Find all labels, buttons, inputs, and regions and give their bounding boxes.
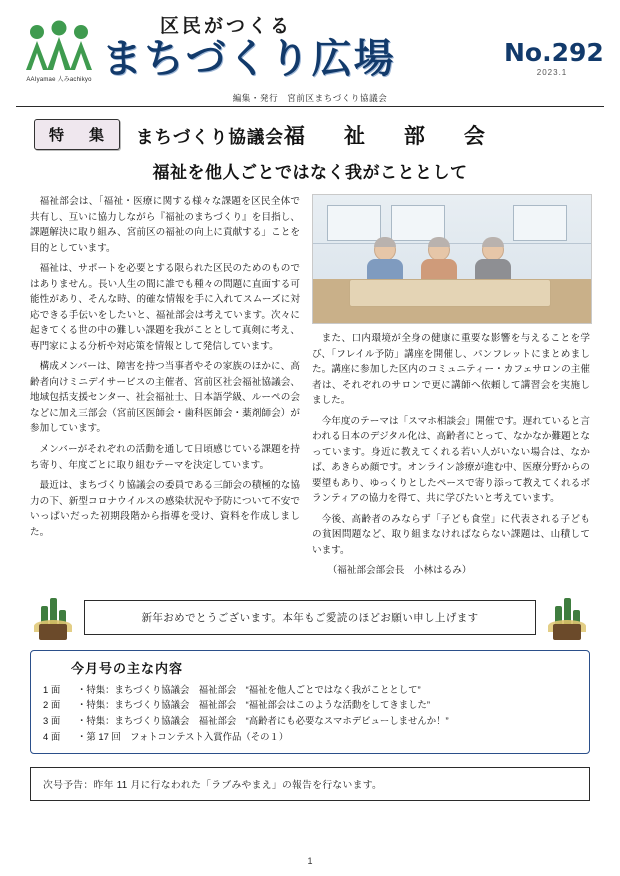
table-prop [349, 279, 551, 307]
toc-row [43, 713, 577, 729]
toc-row [43, 729, 577, 745]
toc-row [43, 697, 577, 713]
toc-row [43, 682, 577, 698]
article-photo [312, 194, 592, 324]
hair [482, 237, 504, 247]
paragraph: 最近は、まちづくり協議会の委員である三師会の積極的な協力の下、新型コロナウイルスの感染状況や予防について不安でいっぱいだった初期段階から指導を受け、資料を作成しました。 [30, 480, 300, 538]
toc-text: ・特集：まちづくり協議会 福祉部会 “福祉部会はこのような活動をしてきました” [77, 699, 431, 711]
page-number: 1 [307, 856, 313, 866]
headline-big: 福 祉 部 会 [283, 124, 494, 148]
paragraph: メンバーがそれぞれの活動を通して日頃感じている課題を持ち寄り、年度ごとに取り組むテーマを決定しています。 [30, 443, 300, 471]
feature-tag: 特 集 [34, 119, 120, 150]
title-small: 区民がつくる [160, 15, 293, 37]
paragraph: 構成メンバーは、障害を持つ当事者やその家族のほかに、高齢者向けミニデイサービスの主催者、宮前区社会福祉協議会、地域包括支援センター、社会福祉士、日本語学級、ルーペの会などに加え三部会（宮前区医師会・歯科医師会・薬剤師会）が参加しています。 [30, 361, 300, 435]
left-column [30, 194, 300, 584]
toc-page: 4 面 [43, 730, 61, 742]
toc-text: ・特集：まちづくり協議会 福祉部会 “高齢者にも必要なスマホデビューしませんか！” [77, 715, 449, 726]
toc-page: 3 面 [43, 715, 61, 726]
kadomatsu-icon-left [30, 596, 76, 640]
masthead [16, 14, 604, 107]
new-year-banner [30, 596, 590, 640]
pot [553, 624, 581, 640]
title-main: まちづくり広場 [102, 35, 396, 82]
contents-heading: 今月号の主な内容 [71, 660, 184, 676]
next-issue-box: 次号予告：昨年 11 月に行なわれた「ラブみやまえ」の報告を行ないます。 [30, 767, 590, 801]
publisher-line: 編集・発行 宮前区まちづくり協議会 [232, 93, 388, 103]
headline-lead: まちづくり協議会 [136, 126, 284, 147]
subheadline: 福祉を他人ごとではなく我がこととして [152, 163, 468, 182]
window-right [513, 205, 567, 241]
paragraph: 今年度のテーマは「スマホ相談会」開催です。遅れていると言われる日本のデジタル化は、高齢者にとって、なかなか難題となっています。身近に教えてくれる若い人がいない場合は、なかば、あきらめ顔です。オンライン診療が進む中、医療分野からの要望もあり、ゆっくりとしたペースで寄り添って教えてくれるボランティアの協力を得て、共に学びたいと考えています。 [312, 415, 590, 505]
hair [374, 237, 396, 247]
paragraph: 福祉部会は、「福祉・医療に関する様々な課題を区民全体で共有し、互いに協力しながら『福祉のまちづくり』を目指し、課題解決に取り組み、宮前区の福祉の向上に貢献する」ことを目的としています。 [30, 196, 300, 254]
headline-text [136, 120, 494, 150]
paragraph: 福祉は、サポートを必要とする限られた区民のためのものではありません。長い人生の間に誰でも種々の問題に直面する可能性があり、そんな時、的確な情報を手に入れてスムーズに対応できる手伝いをしたいと、福祉部会は考えています。次々に起きてくる世の中の難しい課題を我がこととして真剣に考え、専門家による分析や対応策を情報として発信しています。 [30, 263, 300, 352]
body-area [16, 194, 604, 584]
toc-text: ・特集：まちづくり協議会 福祉部会 “福祉を他人ごとではなく我がこととして” [77, 683, 421, 695]
issue-block [504, 38, 604, 77]
title-block [102, 14, 604, 80]
window-center [391, 205, 445, 241]
issue-date: 2023.1 [536, 68, 568, 77]
toc-text: ・第 17 回 フォトコンテスト入賞作品（その１） [77, 730, 289, 742]
article-signature: （福祉部会部会長 小林はるみ） [327, 565, 472, 577]
contents-box [30, 650, 590, 754]
toc-page: 2 面 [43, 699, 61, 711]
headline-row [16, 119, 604, 150]
paragraph: また、口内環境が全身の健康に重要な影響を与えることを学び、「フレイル予防」講座を開催し、パンフレットにまとめました。講座に参加した区内のコミュニティー・カフェサロンの主催者は、それぞれのサロンで更に講師へ依頼して講習会を実施しました。 [312, 333, 590, 407]
three-people-logo-icon [22, 20, 96, 72]
window-left [327, 205, 381, 241]
hair [428, 237, 450, 247]
new-year-message: 新年おめでとうございます。本年もご愛読のほどお願い申し上げます [84, 600, 536, 635]
right-column [312, 194, 590, 584]
issue-number: No.292 [504, 38, 604, 67]
logo [16, 14, 102, 83]
paragraph: 今後、高齢者のみならず「子ども食堂」に代表される子どもの貧困問題など、取り組まなければならない課題は、山積しています。 [312, 513, 590, 556]
pot [39, 624, 67, 640]
logo-caption: AAIyamae 人みachikyo [26, 77, 92, 83]
toc-page: 1 面 [43, 683, 61, 695]
kadomatsu-icon-right [544, 596, 590, 640]
